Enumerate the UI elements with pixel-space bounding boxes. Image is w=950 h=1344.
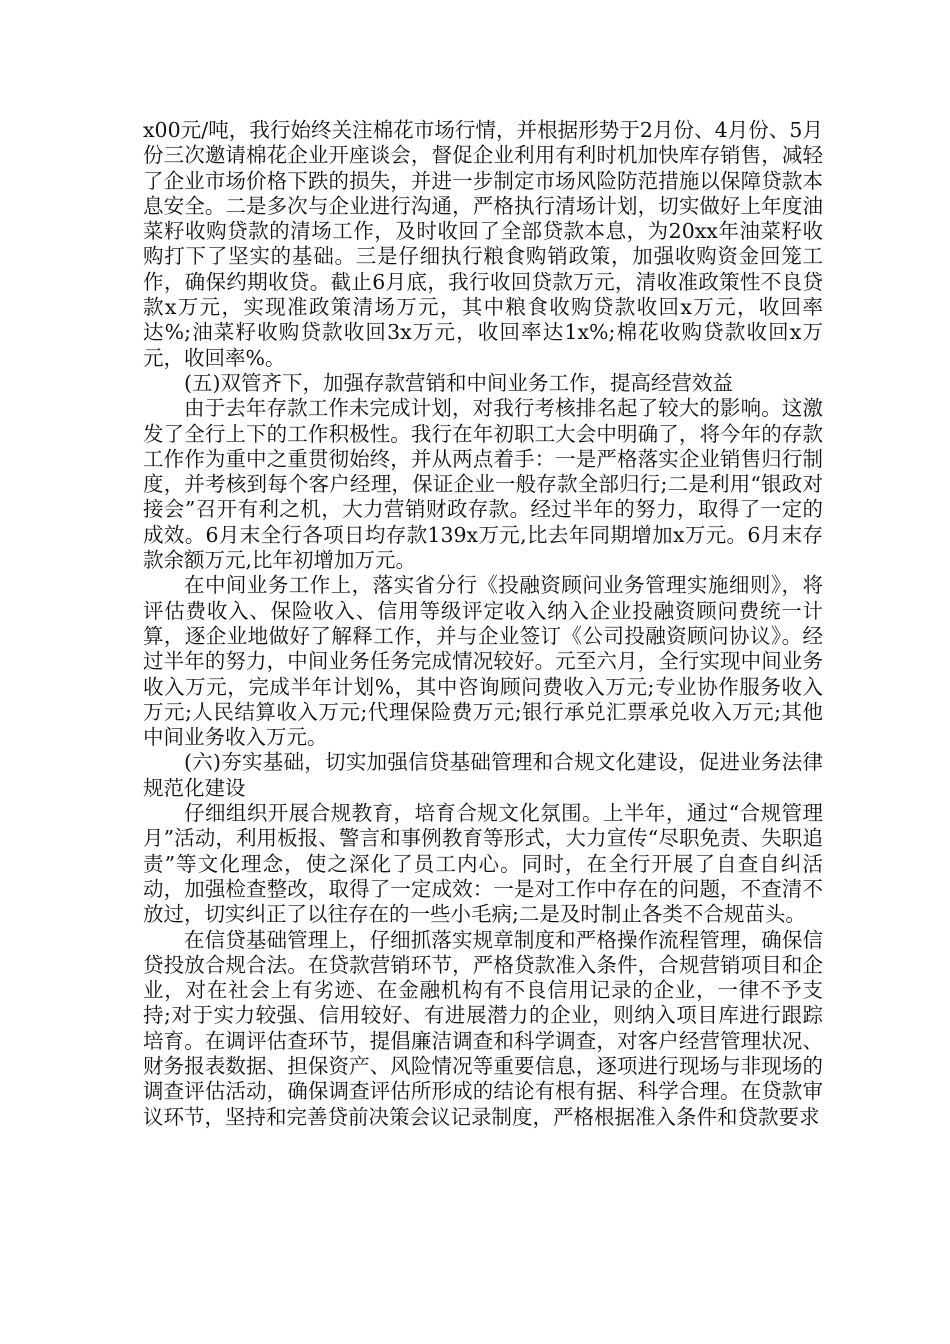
heading-section-five: (五)双管齐下，加强存款营销和中间业务工作，提高经营效益 (184, 370, 733, 395)
paragraph-credit-management: 在信贷基础管理上，仔细抓落实规章制度和严格操作流程管理，确保信贷投放合规合法。在贷款营销环节，严格贷款准入条件，合规营销项目和企业，对在社会上有劣迹、在金融机构有不良信用记录的企业，一律不予支持;对于实力较强、信用较好、有进展潜力的企业，则纳入项目库进行跟踪培育。在调评估查环节，提倡廉洁调查和科学调查，对客户经营管理状况、财务报表数据、担保资产、风险情况等重要信息，逐项进行现场与非现场的调查评估活动，确保调查评估所形成的结论有根有据、科学合理。在贷款审议环节，坚持和完善贷前决策会议记录制度，严格根据准入条件和贷款要求 (143, 927, 823, 1129)
document-body (143, 118, 823, 1130)
paragraph-compliance-education: 仔细组织开展合规教育，培育合规文化氛围。上半年，通过“合规管理月”活动，利用板报、警言和事例教育等形式，大力宣传“尽职免责、失职追责”等文化理念，使之深化了员工内心。同时，在全行开展了自查自纠活动，加强检查整改，取得了一定成效：一是对工作中存在的问题，不查清不放过，切实纠正了以往存在的一些小毛病;二是及时制止各类不合规苗头。 (143, 801, 823, 927)
paragraph-cotton-recovery: x00元/吨，我行始终关注棉花市场行情，并根据形势于2月份、4月份、5月份三次邀请棉花企业开座谈会，督促企业利用有利时机加快库存销售，减轻了企业市场价格下跌的损失，并进一步制定市场风险防范措施以保障贷款本息安全。二是多次与企业进行沟通，严格执行清场计划，切实做好上年度油菜籽收购贷款的清场工作，及时收回了全部贷款本息，为20xx年油菜籽收购打下了坚实的基础。三是仔细执行粮食购销政策，加强收购资金回笼工作，确保约期收贷。截止6月底，我行收回贷款万元，清收准政策性不良贷款x万元，实现准政策清场万元，其中粮食收购贷款收回x万元，收回率达%;油菜籽收购贷款收回3x万元，收回率达1x%;棉花收购贷款收回x万元，收回率%。 (143, 118, 823, 370)
heading-section-six: (六)夯实基础，切实加强信贷基础管理和合规文化建设，促进业务法律规范化建设 (143, 750, 823, 800)
paragraph-intermediary-business: 在中间业务工作上，落实省分行《投融资顾问业务管理实施细则》，将评估费收入、保险收入、信用等级评定收入纳入企业投融资顾问费统一计算，逐企业地做好了解释工作，并与企业签订《公司投融资顾问协议》。经过半年的努力，中间业务任务完成情况较好。元至六月，全行实现中间业务收入万元，完成半年计划%，其中咨询顾问费收入万元;专业协作服务收入万元;人民结算收入万元;代理保险费万元;银行承兑汇票承兑收入万元;其他中间业务收入万元。 (143, 573, 823, 750)
paragraph-deposit-marketing: 由于去年存款工作未完成计划，对我行考核排名起了较大的影响。这激发了全行上下的工作积极性。我行在年初职工大会中明确了，将今年的存款工作作为重中之重贯彻始终，并从两点着手：一是严格落实企业销售归行制度，并考核到每个客户经理，保证企业一般存款全部归行;二是利用“银政对接会”召开有利之机，大力营销财政存款。经过半年的努力，取得了一定的成效。6月末全行各项日均存款139x万元,比去年同期增加x万元。6月末存款余额万元,比年初增加万元。 (143, 396, 823, 573)
